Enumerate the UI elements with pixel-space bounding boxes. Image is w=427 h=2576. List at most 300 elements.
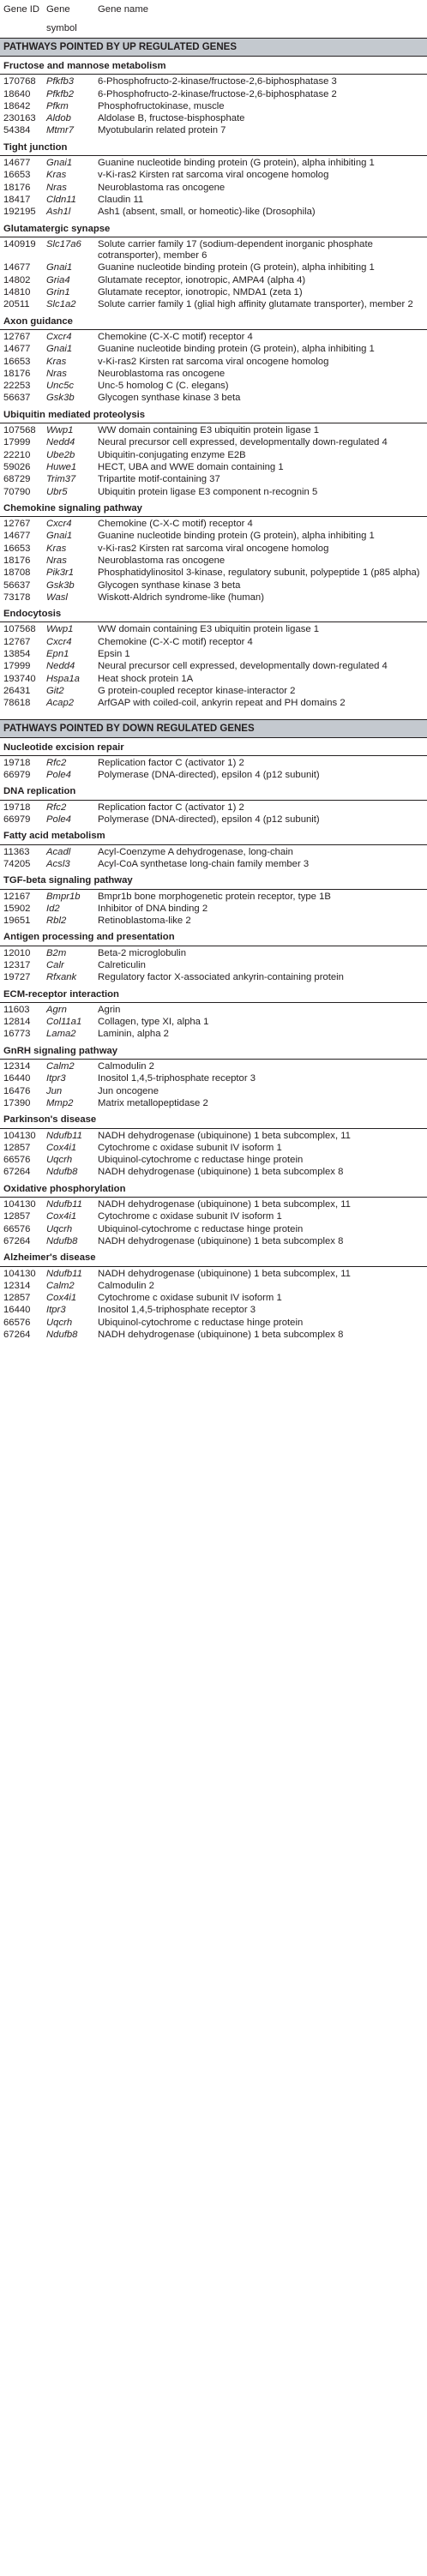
gene-name-cell: Heat shock protein 1A: [98, 673, 194, 684]
gene-symbol-cell: Pfkfb3: [43, 75, 94, 89]
table-row: [0, 207, 427, 219]
table-row: [0, 156, 427, 171]
table-row: [0, 170, 427, 182]
table-row: [0, 844, 427, 859]
table-row: [0, 946, 427, 960]
gene-id-cell: 56637: [3, 579, 31, 591]
gene-symbol-cell: Wasl: [46, 591, 68, 603]
pathway-header-row: [0, 405, 427, 423]
gene-id-cell: 16653: [3, 170, 31, 181]
pathway-header-row: [0, 985, 427, 1003]
table-row: [0, 1167, 427, 1179]
gene-symbol-cell: Agrn: [43, 1002, 94, 1017]
gene-name-cell: G protein-coupled receptor kinase-interactor 2: [98, 685, 296, 696]
gene-name-cell: Polymerase (DNA-directed), epsilon 4 (p12 subunit): [98, 814, 320, 826]
gene-id-cell: 19651: [3, 916, 31, 927]
gene-symbol-cell: Cox4i1: [46, 1293, 77, 1304]
table-row: [0, 1128, 427, 1143]
gene-name-cell: Solute carrier family 17 (sodium-dependent inorganic phosphate cotransporter), member 6: [94, 237, 427, 262]
gene-symbol-cell: Gsk3b: [46, 579, 75, 591]
gene-symbol-cell: Ndufb11: [43, 1266, 94, 1281]
gene-id-cell: 140919: [0, 237, 43, 262]
gene-symbol-cell: Unc5c: [46, 381, 75, 392]
pathway-header-row: [0, 57, 427, 75]
table-row: [0, 1073, 427, 1085]
gene-id-cell: 74205: [3, 858, 31, 869]
gene-symbol-cell: Lama2: [46, 1029, 76, 1040]
gene-id-cell: 12317: [3, 960, 31, 970]
table-row: [0, 423, 427, 438]
gene-name-cell: Jun oncogene: [98, 1085, 159, 1096]
gene-symbol-cell: Gnai1: [43, 156, 94, 171]
gene-name-cell: ArfGAP with coiled-coil, ankyrin repeat and PH domains 2: [98, 698, 346, 709]
gene-id-cell: 16653: [3, 356, 31, 367]
table-row: [0, 661, 427, 673]
gene-id-cell: 14810: [3, 287, 31, 298]
gene-id-cell: 70790: [3, 486, 31, 497]
gene-name-cell: Glycogen synthase kinase 3 beta: [98, 393, 241, 404]
gene-name-cell: Acyl-Coenzyme A dehydrogenase, long-chain: [94, 844, 427, 859]
gene-id-cell: 14677: [0, 156, 43, 171]
gene-symbol-cell: Nedd4: [46, 661, 75, 672]
gene-symbol-cell: Cldn11: [46, 194, 76, 205]
gene-name-cell: Tripartite motif-containing 37: [98, 474, 220, 485]
gene-symbol-header: Gene symbol: [43, 0, 94, 39]
gene-symbol-cell: Pfkm: [46, 100, 69, 111]
gene-id-cell: 18417: [3, 194, 31, 205]
gene-symbol-cell: Pole4: [46, 770, 71, 781]
table-row: [0, 357, 427, 369]
pathway-title: Fatty acid metabolism: [3, 831, 105, 842]
gene-name-cell: Guanine nucleotide binding protein (G protein), alpha inhibiting 1: [94, 156, 427, 171]
gene-id-cell: 67264: [3, 1167, 31, 1178]
gene-name-cell: Calmodulin 2: [98, 1280, 154, 1291]
gene-name-cell: Regulatory factor X-associated ankyrin-containing protein: [98, 972, 344, 983]
table-body: [0, 39, 427, 1342]
gene-name-cell: Guanine nucleotide binding protein (G protein), alpha inhibiting 1: [98, 344, 375, 355]
gene-symbol-cell: Jun: [46, 1085, 63, 1096]
gene-name-cell: Ubiquinol-cytochrome c reductase hinge protein: [98, 1223, 304, 1234]
gene-id-cell: 73178: [3, 591, 31, 603]
table-row: [0, 755, 427, 770]
gene-id-cell: 18640: [3, 88, 31, 99]
gene-name-cell: Chemokine (C-X-C motif) receptor 4: [94, 517, 427, 531]
gene-name-cell: Neural precursor cell expressed, developmentally down-regulated 4: [98, 437, 388, 448]
gene-symbol-cell: Rfxank: [46, 972, 77, 983]
gene-name-cell: Neuroblastoma ras oncogene: [98, 555, 226, 566]
table-row: [0, 814, 427, 826]
gene-id-cell: 14677: [3, 262, 31, 273]
gene-id-cell: 14677: [3, 531, 31, 542]
gene-id-cell: 12857: [3, 1293, 31, 1304]
table-row: [0, 904, 427, 916]
gene-symbol-cell: Acadl: [43, 844, 94, 859]
gene-symbol-cell: Wwp1: [43, 622, 94, 637]
gene-name-cell: Collagen, type XI, alpha 1: [98, 1017, 209, 1028]
gene-id-cell: 12314: [0, 1060, 43, 1074]
gene-name-cell: v-Ki-ras2 Kirsten rat sarcoma viral oncogene homolog: [98, 356, 329, 367]
gene-symbol-cell: Calm2: [46, 1280, 75, 1291]
pathway-header-row: [0, 499, 427, 517]
pathway-title: Axon guidance: [3, 315, 73, 327]
table-row: [0, 1086, 427, 1098]
gene-symbol-cell: Ndufb11: [43, 1128, 94, 1143]
table-row: [0, 450, 427, 462]
gene-symbol-cell: Epn1: [46, 649, 69, 660]
gene-symbol-cell: Rbl2: [46, 916, 67, 927]
gene-symbol-cell: Gnai1: [46, 262, 73, 273]
pathway-header-row: [0, 1110, 427, 1128]
pathway-title: Ubiquitin mediated proteolysis: [3, 409, 146, 420]
gene-symbol-cell: Acap2: [46, 698, 75, 709]
table-row: [0, 329, 427, 344]
gene-symbol-cell: Ndufb8: [46, 1330, 78, 1341]
table-row: [0, 543, 427, 555]
table-row: [0, 889, 427, 904]
gene-symbol-cell: Nras: [46, 182, 67, 193]
gene-id-cell: 16653: [3, 543, 31, 554]
gene-name-cell: Inositol 1,4,5-triphosphate receptor 3: [98, 1073, 256, 1084]
pathway-title: TGF-beta signaling pathway: [3, 875, 133, 886]
gene-id-cell: 68729: [3, 474, 31, 485]
gene-name-cell: Ubiquitin-conjugating enzyme E2B: [98, 449, 246, 460]
table-row: [0, 1224, 427, 1236]
gene-id-cell: 11363: [0, 844, 43, 859]
gene-name-cell: Matrix metallopeptidase 2: [98, 1097, 208, 1108]
gene-id-cell: 20511: [3, 299, 30, 310]
table-row: [0, 770, 427, 782]
gene-id-cell: 16476: [3, 1085, 31, 1096]
gene-symbol-cell: Slc1a2: [46, 299, 76, 310]
gene-symbol-cell: Uqcrh: [46, 1223, 73, 1234]
table-row: [0, 580, 427, 592]
gene-name-cell: NADH dehydrogenase (ubiquinone) 1 beta subcomplex 8: [98, 1330, 344, 1341]
gene-id-cell: 14677: [3, 344, 31, 355]
pathway-header-row: [0, 782, 427, 800]
gene-symbol-cell: Itpr3: [46, 1305, 66, 1316]
gene-name-cell: Phosphofructokinase, muscle: [98, 100, 225, 111]
table-row: [0, 555, 427, 567]
table-row: [0, 592, 427, 604]
gene-name-cell: 6-Phosphofructo-2-kinase/fructose-2,6-biphosphatase 2: [98, 88, 337, 99]
table-row: [0, 474, 427, 486]
gene-name-cell: Glutamate receptor, ionotropic, NMDA1 (zeta 1): [98, 287, 303, 298]
gene-id-cell: 66576: [3, 1155, 31, 1166]
table-row: [0, 800, 427, 814]
table-row: [0, 1293, 427, 1305]
gene-id-cell: 19727: [3, 972, 31, 983]
gene-symbol-cell: Acsl3: [46, 858, 70, 869]
gene-symbol-cell: Kras: [46, 543, 67, 554]
gene-name-cell: Neuroblastoma ras oncogene: [98, 368, 226, 379]
pathway-title: GnRH signaling pathway: [3, 1045, 118, 1056]
gene-id-cell: 107568: [0, 622, 43, 637]
gene-symbol-cell: Ndufb8: [46, 1235, 78, 1246]
gene-id-cell: 17999: [3, 437, 31, 448]
pathway-header-row: [0, 871, 427, 889]
table-row: [0, 1305, 427, 1317]
gene-id-cell: 67264: [3, 1235, 31, 1246]
table-row: [0, 1002, 427, 1017]
table-row: [0, 381, 427, 393]
gene-symbol-cell: Nras: [46, 368, 67, 379]
gene-name-cell: Replication factor C (activator 1) 2: [94, 755, 427, 770]
pathway-header-row: [0, 928, 427, 946]
table-row: [0, 183, 427, 195]
gene-name-cell: NADH dehydrogenase (ubiquinone) 1 beta subcomplex, 11: [94, 1266, 427, 1281]
pathway-title: Oxidative phosphorylation: [3, 1183, 126, 1194]
section-title: PATHWAYS POINTED BY DOWN REGULATED GENES: [0, 719, 427, 737]
table-row: [0, 1198, 427, 1212]
table-row: [0, 517, 427, 531]
gene-name-cell: Ubiquinol-cytochrome c reductase hinge protein: [98, 1317, 304, 1328]
table-row: [0, 1098, 427, 1110]
gene-name-cell: HECT, UBA and WWE domain containing 1: [98, 461, 284, 472]
gene-symbol-cell: Nras: [46, 555, 67, 566]
header-row: [0, 0, 427, 39]
gene-symbol-cell: Ndufb11: [43, 1198, 94, 1212]
gene-symbol-cell: Calr: [46, 960, 64, 970]
gene-name-cell: Chemokine (C-X-C motif) receptor 4: [98, 636, 253, 647]
gene-id-cell: 18642: [3, 100, 31, 111]
gene-symbol-cell: Ash1l: [46, 207, 71, 218]
table-row: [0, 686, 427, 698]
table-row: [0, 1266, 427, 1281]
gene-name-cell: Glutamate receptor, ionotropic, AMPA4 (alpha 4): [98, 274, 306, 285]
pathway-title: Tight junction: [3, 141, 68, 153]
gene-name-cell: Ubiquitin protein ligase E3 component n-recognin 5: [98, 486, 318, 497]
pathway-title: Endocytosis: [3, 609, 62, 620]
gene-id-cell: 13854: [3, 649, 31, 660]
table-row: [0, 1029, 427, 1041]
pathway-title: ECM-receptor interaction: [3, 988, 119, 1000]
gene-id-cell: 66576: [3, 1223, 31, 1234]
gene-name-cell: v-Ki-ras2 Kirsten rat sarcoma viral oncogene homolog: [98, 170, 329, 181]
gene-name-cell: Myotubularin related protein 7: [98, 125, 226, 136]
gene-name-cell: Calmodulin 2: [94, 1060, 427, 1074]
pathway-header-row: [0, 1180, 427, 1198]
gene-id-cell: 17390: [3, 1097, 31, 1108]
gene-id-cell: 193740: [3, 673, 36, 684]
table-header: [0, 0, 427, 39]
table-row: [0, 89, 427, 101]
spacer-cell: [0, 711, 427, 720]
gene-id-cell: 18176: [3, 368, 31, 379]
gene-symbol-cell: Kras: [46, 356, 67, 367]
gene-id-cell: 56637: [3, 393, 31, 404]
gene-name-cell: NADH dehydrogenase (ubiquinone) 1 beta subcomplex 8: [98, 1167, 344, 1178]
table-row: [0, 344, 427, 356]
gene-symbol-cell: Gria4: [46, 274, 70, 285]
gene-name-cell: Solute carrier family 1 (glial high affinity glutamate transporter), member 2: [98, 299, 413, 310]
gene-id-cell: 18176: [3, 182, 31, 193]
table-row: [0, 622, 427, 637]
table-row: [0, 75, 427, 89]
table-row: [0, 972, 427, 984]
gene-id-cell: 12767: [0, 517, 43, 531]
pathway-title: DNA replication: [3, 786, 76, 797]
section-header-row: [0, 39, 427, 57]
table-row: [0, 567, 427, 579]
gene-id-cell: 12314: [3, 1280, 31, 1291]
table-row: [0, 1211, 427, 1223]
gene-name-cell: Chemokine (C-X-C motif) receptor 4: [94, 329, 427, 344]
gene-name-cell: Wiskott-Aldrich syndrome-like (human): [98, 591, 264, 603]
gene-name-cell: Inhibitor of DNA binding 2: [98, 903, 208, 914]
section-spacer: [0, 711, 427, 720]
gene-id-cell: 15902: [3, 903, 31, 914]
pathway-header-row: [0, 604, 427, 622]
gene-name-cell: Neural precursor cell expressed, developmentally down-regulated 4: [98, 661, 388, 672]
gene-id-cell: 66576: [3, 1317, 31, 1328]
gene-symbol-cell: B2m: [43, 946, 94, 960]
pathway-title: Antigen processing and presentation: [3, 932, 175, 943]
table-row: [0, 487, 427, 499]
gene-name-cell: Cytochrome c oxidase subunit IV isoform 1: [98, 1293, 282, 1304]
gene-symbol-cell: Kras: [46, 170, 67, 181]
gene-id-cell: 67264: [3, 1330, 31, 1341]
pathway-title: Alzheimer's disease: [3, 1252, 96, 1264]
gene-symbol-cell: Cox4i1: [46, 1211, 77, 1222]
gene-name-cell: Aldolase B, fructose-bisphosphate: [98, 113, 245, 124]
gene-name-cell: 6-Phosphofructo-2-kinase/fructose-2,6-biphosphatase 3: [94, 75, 427, 89]
gene-id-cell: 12767: [0, 329, 43, 344]
gene-id-cell: 230163: [3, 113, 36, 124]
gene-name-cell: Calreticulin: [98, 960, 146, 970]
pathway-header-row: [0, 737, 427, 755]
gene-id-cell: 12767: [3, 636, 31, 647]
gene-symbol-cell: Trim37: [46, 474, 76, 485]
table-row: [0, 1060, 427, 1074]
gene-symbol-cell: Itpr3: [46, 1073, 66, 1084]
gene-id-header: Gene ID: [0, 0, 43, 39]
gene-symbol-cell: Cox4i1: [46, 1142, 77, 1153]
section-header-row: [0, 719, 427, 737]
gene-name-cell: Neuroblastoma ras oncogene: [98, 182, 226, 193]
gene-name-cell: NADH dehydrogenase (ubiquinone) 1 beta subcomplex, 11: [94, 1198, 427, 1212]
gene-id-cell: 17999: [3, 661, 31, 672]
table-row: [0, 101, 427, 113]
table-row: [0, 237, 427, 262]
gene-symbol-cell: Uqcrh: [46, 1317, 73, 1328]
gene-id-cell: 66979: [3, 814, 31, 826]
gene-symbol-cell: Huwe1: [46, 461, 77, 472]
gene-name-cell: Guanine nucleotide binding protein (G protein), alpha inhibiting 1: [98, 531, 375, 542]
gene-symbol-cell: Bmpr1b: [43, 889, 94, 904]
gene-name-cell: Cytochrome c oxidase subunit IV isoform 1: [98, 1211, 282, 1222]
table-row: [0, 698, 427, 710]
gene-symbol-cell: Hspa1a: [46, 673, 80, 684]
gene-symbol-cell: Ube2b: [46, 449, 75, 460]
gene-name-cell: Agrin: [94, 1002, 427, 1017]
gene-name-cell: Acyl-CoA synthetase long-chain family member 3: [98, 858, 310, 869]
pathway-header-row: [0, 138, 427, 156]
gene-id-cell: 12857: [3, 1142, 31, 1153]
gene-symbol-cell: Ubr5: [46, 486, 68, 497]
gene-id-cell: 22253: [3, 381, 31, 392]
pathway-title: Fructose and mannose metabolism: [3, 61, 166, 71]
gene-name-cell: Ubiquinol-cytochrome c reductase hinge protein: [98, 1155, 304, 1166]
pathway-header-row: [0, 312, 427, 330]
gene-symbol-cell: Grin1: [46, 287, 70, 298]
gene-name-cell: Beta-2 microglobulin: [94, 946, 427, 960]
gene-id-cell: 16773: [3, 1029, 31, 1040]
section-title: PATHWAYS POINTED BY UP REGULATED GENES: [0, 39, 427, 57]
gene-id-cell: 16440: [3, 1305, 31, 1316]
gene-id-cell: 78618: [3, 698, 31, 709]
gene-symbol-cell: Uqcrh: [46, 1155, 73, 1166]
table-row: [0, 275, 427, 287]
gene-name-cell: Replication factor C (activator 1) 2: [94, 800, 427, 814]
gene-symbol-cell: Cxcr4: [43, 517, 94, 531]
table-row: [0, 462, 427, 474]
gene-symbol-cell: Mmp2: [46, 1097, 74, 1108]
table-row: [0, 437, 427, 449]
gene-symbol-cell: Gsk3b: [46, 393, 75, 404]
gene-name-cell: Unc-5 homolog C (C. elegans): [98, 381, 229, 392]
table-row: [0, 1143, 427, 1155]
table-row: [0, 1155, 427, 1167]
gene-name-cell: WW domain containing E3 ubiquitin protein ligase 1: [94, 423, 427, 438]
table-row: [0, 859, 427, 871]
gene-name-cell: Cytochrome c oxidase subunit IV isoform 1: [98, 1142, 282, 1153]
gene-name-cell: Glycogen synthase kinase 3 beta: [98, 579, 241, 591]
table-row: [0, 531, 427, 543]
pathway-title: Parkinson's disease: [3, 1114, 97, 1126]
table-row: [0, 1236, 427, 1248]
gene-symbol-cell: Ndufb8: [46, 1167, 78, 1178]
gene-id-cell: 19718: [0, 755, 43, 770]
gene-symbol-cell: Cxcr4: [46, 636, 72, 647]
gene-symbol-cell: Pik3r1: [46, 567, 75, 579]
gene-id-cell: 14802: [3, 274, 31, 285]
table-row: [0, 1017, 427, 1029]
gene-symbol-cell: Calm2: [43, 1060, 94, 1074]
gene-id-cell: 59026: [3, 461, 31, 472]
table-row: [0, 262, 427, 274]
table-row: [0, 1330, 427, 1342]
gene-symbol-cell: Wwp1: [43, 423, 94, 438]
gene-symbol-cell: Pfkfb2: [46, 88, 75, 99]
gene-symbol-cell: Git2: [46, 685, 64, 696]
table-row: [0, 916, 427, 928]
gene-id-cell: 104130: [0, 1128, 43, 1143]
gene-name-cell: NADH dehydrogenase (ubiquinone) 1 beta subcomplex, 11: [94, 1128, 427, 1143]
gene-name-cell: Bmpr1b bone morphogenetic protein receptor, type 1B: [94, 889, 427, 904]
gene-name-cell: v-Ki-ras2 Kirsten rat sarcoma viral oncogene homolog: [98, 543, 329, 554]
gene-name-cell: Polymerase (DNA-directed), epsilon 4 (p12 subunit): [98, 770, 320, 781]
gene-id-cell: 170768: [0, 75, 43, 89]
gene-symbol-cell: Pole4: [46, 814, 71, 826]
gene-id-cell: 19718: [0, 800, 43, 814]
table-row: [0, 393, 427, 405]
table-row: [0, 369, 427, 381]
pathway-header-row: [0, 1042, 427, 1060]
gene-id-cell: 104130: [0, 1266, 43, 1281]
pathway-title: Chemokine signaling pathway: [3, 502, 142, 513]
gene-id-cell: 12010: [0, 946, 43, 960]
gene-id-cell: 16440: [3, 1073, 31, 1084]
table-row: [0, 960, 427, 972]
gene-symbol-cell: Mtmr7: [46, 125, 75, 136]
gene-symbol-cell: Rfc2: [43, 755, 94, 770]
table-row: [0, 299, 427, 311]
gene-id-cell: 11603: [0, 1002, 43, 1017]
gene-id-cell: 66979: [3, 770, 31, 781]
gene-symbol-cell: Rfc2: [43, 800, 94, 814]
gene-id-cell: 12857: [3, 1211, 31, 1222]
table-row: [0, 1318, 427, 1330]
